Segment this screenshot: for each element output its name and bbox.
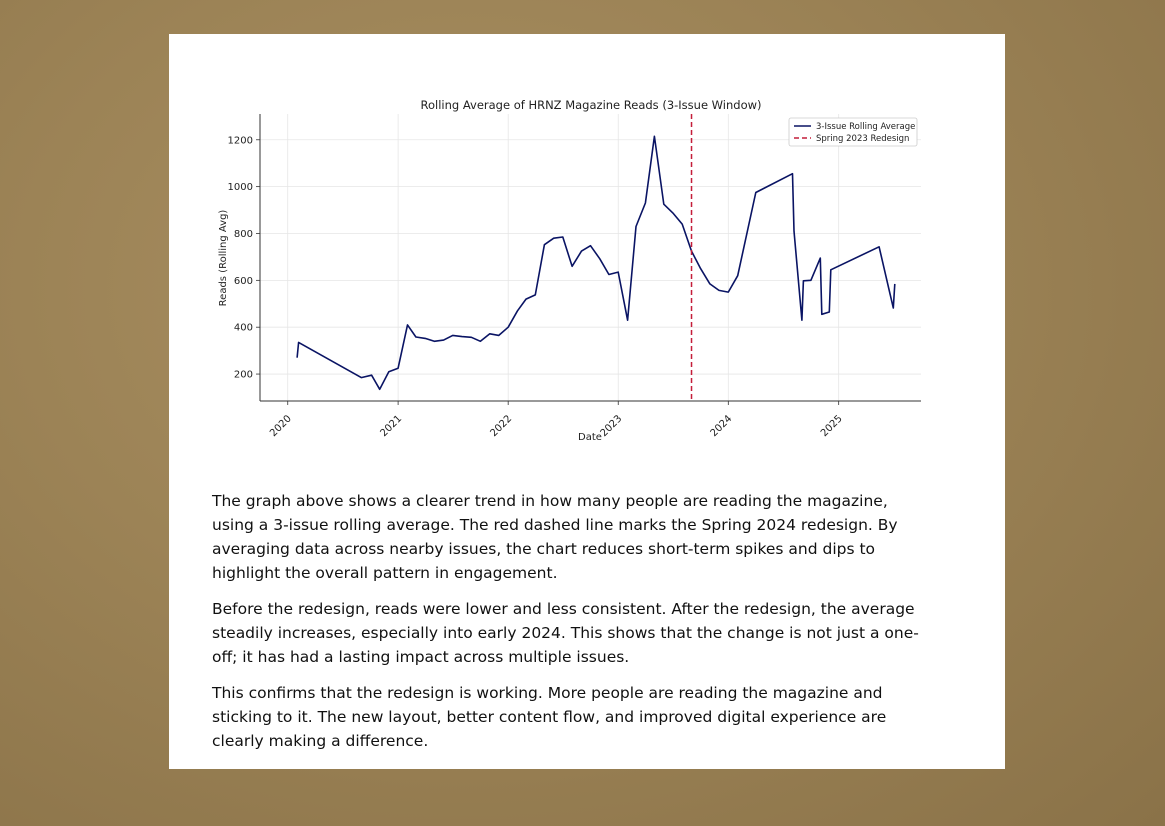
x-tick-label: 2022 [488,413,515,440]
x-tick-label: 2025 [819,413,845,440]
grid [260,114,921,401]
x-tick-label: 2023 [598,413,625,440]
y-tick-label: 1000 [227,182,253,194]
y-tick-label: 1200 [227,135,253,147]
x-axis-label: Date [578,432,602,443]
x-tick-label: 2024 [708,413,735,440]
document-page [169,34,1005,769]
series-layer [297,114,895,401]
chart-legend [789,118,917,146]
legend-label-rolling-average: 3-Issue Rolling Average [816,122,916,132]
y-axis-label: Reads (Rolling Avg) [218,209,229,307]
x-tick-label: 2020 [268,413,294,440]
paragraph-1: The graph above shows a clearer trend in how many people are reading the magazine, using a 3-issue rolling average. The red dashed line marks the Spring 2024 redesign. By averaging data across nearby issues, the chart reduces short-term spikes and dips to highlight the overall pattern in engagement. [212,492,898,582]
paragraph-2: Before the redesign, reads were lower and less consistent. After the redesign, the average steadily increases, especially into early 2024. This shows that the change is not just a one-off; it has had a lasting impact across multiple issues. [212,600,919,666]
y-tick-label: 800 [233,228,253,240]
paragraph-3: This confirms that the redesign is working. More people are reading the magazine and sticking to it. The new layout, better content flow, and improved digital experience are clearly making a difference. [212,684,887,750]
rolling-average-chart [169,34,1005,454]
rolling-average-line [297,136,895,389]
y-tick-label: 600 [233,275,253,287]
x-tick-label: 2021 [378,413,405,440]
y-tick-label: 200 [233,369,253,381]
chart-title: Rolling Average of HRNZ Magazine Reads (3-Issue Window) [420,98,762,112]
y-tick-label: 400 [233,322,253,334]
legend-label-redesign: Spring 2023 Redesign [816,134,910,144]
axes [260,114,921,401]
